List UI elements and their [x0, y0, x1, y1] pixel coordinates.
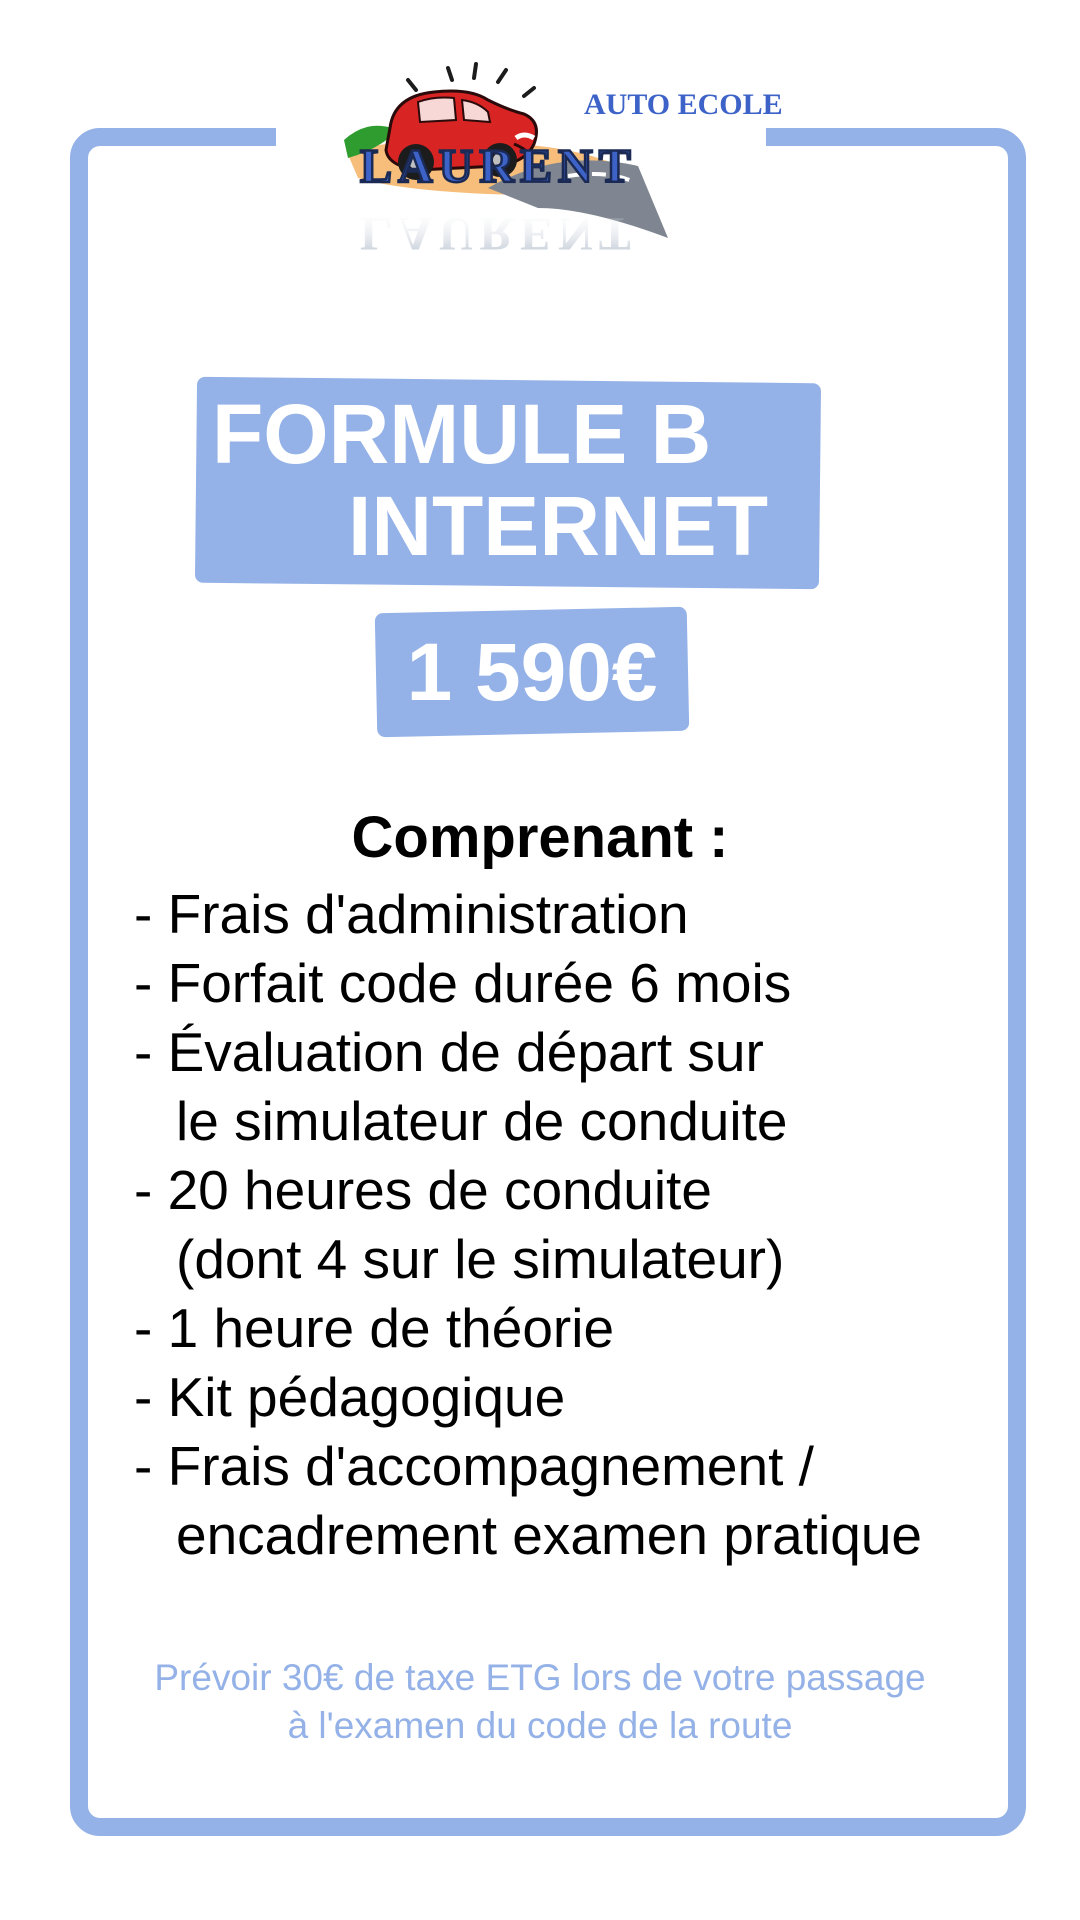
- list-item: - Forfait code durée 6 mois: [134, 952, 792, 1014]
- list-item: - Frais d'accompagnement / encadrement examen pratique: [134, 1435, 923, 1566]
- offer-price: 1 590€: [406, 627, 658, 718]
- offer-title-line1: FORMULE B: [212, 387, 712, 481]
- list-item: - Kit pédagogique: [134, 1366, 566, 1428]
- list-item: - 1 heure de théorie: [134, 1297, 615, 1359]
- offer-title-line2: INTERNET: [348, 479, 768, 573]
- logo-line2: LAURENT: [360, 140, 637, 193]
- logo-line1: AUTO ECOLE: [584, 88, 783, 121]
- list-item: - 20 heures de conduite (dont 4 sur le simulateur): [134, 1159, 785, 1290]
- list-item: - Évaluation de départ sur le simulateur de conduite: [134, 1021, 788, 1152]
- logo-line2-reflection: LAURENT: [360, 207, 637, 260]
- includes-heading: Comprenant :: [351, 805, 729, 870]
- list-item: - Frais d'administration: [134, 883, 689, 945]
- auto-ecole-logo: [338, 58, 783, 278]
- tax-footnote: Prévoir 30€ de taxe ETG lors de votre passage à l'examen du code de la route: [154, 1657, 926, 1746]
- includes-list: [134, 880, 922, 1570]
